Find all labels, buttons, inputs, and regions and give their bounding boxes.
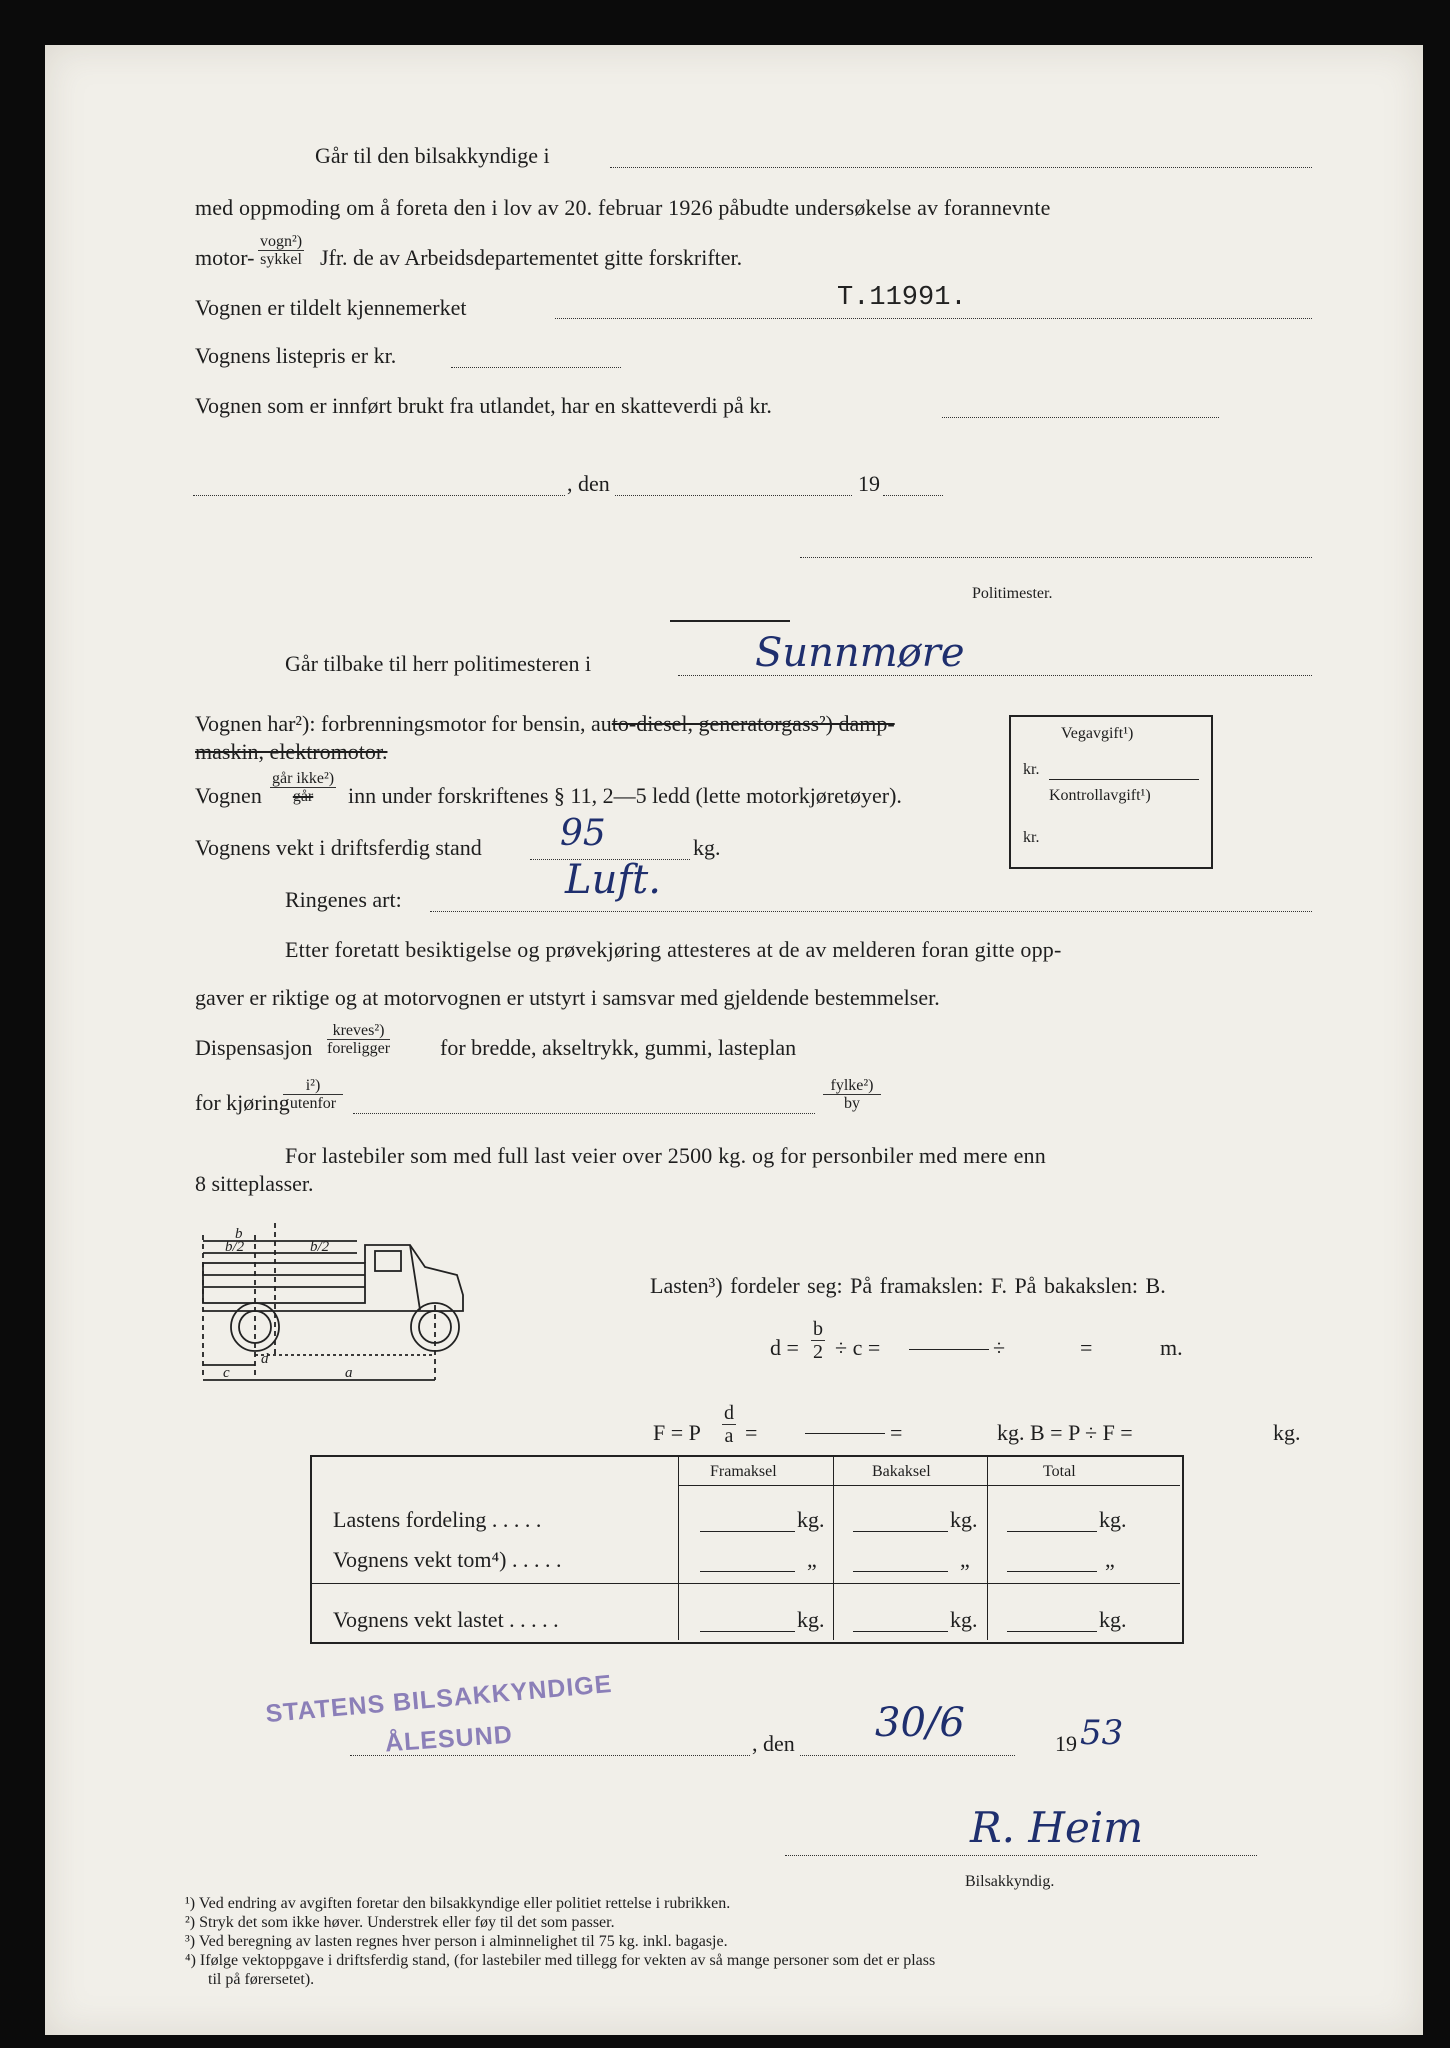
b-over-2: $\frac{b}{2}$ [813,1318,823,1363]
cell-field[interactable] [1007,1531,1097,1532]
footnote-2: ²) Stryk det som ikke høver. Understrek eller føy til det som passer. [185,1914,615,1931]
section-divider [670,620,790,622]
cell-field[interactable] [700,1631,795,1632]
unit: „ [807,1547,817,1572]
vegavgift-kr: kr. [1023,761,1040,778]
unit: „ [1105,1547,1115,1572]
official-stamp-line-2: ÅLESUND [384,1720,514,1758]
year-handwriting: 53 [1080,1713,1124,1753]
f-field[interactable] [805,1433,885,1434]
diagram-label-c: c [223,1365,230,1381]
diagram-label-b2-left: b/2 [225,1239,245,1255]
bilsakkyndig-signature-field[interactable] [785,1855,1257,1856]
row-label-vekt-tom: Vognens vekt tom⁴) . . . . . [333,1547,562,1572]
listepris-field[interactable] [451,367,621,368]
equals-sign: = [1080,1335,1093,1360]
footnote-4: ⁴) Ifølge vektoppgave i driftsferdig stand, (for lastebiler med tillegg for vekten av så mange personer som det er plass [185,1952,936,1969]
politimester-label: Politimester. [972,585,1053,602]
dispensasjon-fraction: kreves²) foreligger [327,1022,391,1057]
i-utenfor-fraction: i²) utenfor [283,1077,343,1112]
kjoring-label: for kjøring [195,1090,290,1115]
header-total: Total [1043,1463,1076,1480]
d-field-1[interactable] [909,1349,989,1350]
dispensasjon-label: Dispensasjon [195,1035,313,1060]
motor-prefix: motor- [195,245,255,270]
meter-unit: m. [1160,1335,1183,1360]
den-label: , den [567,471,610,496]
forskrift-text: inn under forskriftenes § 11, 2—5 ledd (lette motorkjøretøyer). [348,783,902,808]
official-stamp-line-1: STATENS BILSAKKYNDIGE [264,1669,614,1729]
kg-b-equals: kg. B = P ÷ F = [997,1420,1133,1445]
listepris-label: Vognens listepris er kr. [195,343,397,368]
attest-text-1: Etter foretatt besiktigelse og prøvekjøring attesteres at de av melderen foran gitte opp- [285,937,1062,962]
vognen-label: Vognen [195,783,262,808]
kjoring-field[interactable] [353,1113,815,1114]
skatteverdi-field[interactable] [942,417,1219,418]
politimester-signature-field[interactable] [800,557,1312,558]
footnote-3: ³) Ved beregning av lasten regnes hver person i alminnelighet til 75 kg. inkl. bagasje. [185,1933,728,1950]
sign-den-label: , den [752,1731,795,1756]
cell-field[interactable] [853,1571,948,1572]
row-label-vekt-lastet: Vognens vekt lastet . . . . . [333,1607,559,1632]
motor-type-struck: maskin, elektromotor. [195,739,388,764]
vegavgift-field[interactable] [1049,779,1199,780]
lasten-text: Lasten³) fordeler seg: På framakslen: F. På bakakslen: B. [650,1273,1166,1298]
table-row-divider [312,1583,1180,1584]
footnote-1: ¹) Ved endring av avgiften foretar den bilsakkyndige eller politiet rettelse i rubrikken. [185,1895,731,1912]
cell-field[interactable] [853,1531,948,1532]
minus-sign: ÷ [993,1335,1006,1360]
place-field[interactable] [193,495,565,496]
equals-sign-3: = [890,1420,903,1445]
unit: kg. [950,1607,978,1632]
sign-date-field[interactable] [800,1755,1015,1756]
unit: kg. [1099,1507,1127,1532]
forskrifter-text: Jfr. de av Arbeidsdepartementet gitte forskrifter. [320,245,743,270]
d-over-a: $\frac{d}{a}$ [724,1402,734,1447]
lastebil-text-2: 8 sitteplasser. [195,1171,314,1196]
dispensasjon-text: for bredde, akseltrykk, gummi, lasteplan [440,1035,797,1060]
row-label-lastens: Lastens fordeling . . . . . [333,1507,542,1532]
fee-box [1009,715,1213,869]
kg-end: kg. [1273,1420,1301,1445]
form-sheet [45,45,1423,2035]
diagram-label-b2-right: b/2 [310,1239,330,1255]
diagram-label-d: d [261,1351,269,1367]
ringer-handwriting: Luft. [565,857,661,903]
header-framaksel: Framaksel [710,1463,777,1480]
diagram-label-b: b [235,1226,243,1242]
f-equals-p: F = P [653,1420,701,1445]
place-handwriting: Sunnmøre [755,630,965,676]
kjennemerke-label: Vognen er tildelt kjennemerket [195,295,467,320]
vegavgift-label: Vegavgift¹) [1061,725,1134,742]
bilsakkyndig-label: Bilsakkyndig. [965,1873,1055,1890]
date-handwriting: 30/6 [875,1700,965,1746]
date-field[interactable] [615,495,852,496]
request-text: med oppmoding om å foreta den i lov av 20. februar 1926 påbudte undersøkelse av forannevnte [195,195,1051,220]
signature-handwriting: R. Heim [970,1803,1144,1852]
attest-text-2: gaver er riktige og at motorvognen er utstyrt i samsvar med gjeldende bestemmelser. [195,985,940,1010]
gar-til-label: Går til den bilsakkyndige i [315,143,550,168]
gar-tilbake-label: Går tilbake til herr politimesteren i [285,651,592,676]
table-header-divider [678,1485,1180,1486]
skatteverdi-label: Vognen som er innført brukt fra utlandet, har en skatteverdi på kr. [195,393,772,418]
motor-type-line: Vognen har²): forbrenningsmotor for bensin, auto-diesel, generatorgass²) damp- [195,711,895,736]
vekt-unit: kg. [693,835,721,860]
ringer-field[interactable] [430,911,1312,912]
truck-diagram [195,1215,485,1400]
cell-field[interactable] [853,1631,948,1632]
bilsakkyndige-field[interactable] [610,167,1312,168]
d-equals: d = [770,1335,799,1360]
unit: kg. [797,1507,825,1532]
footnote-4-cont: til på førersetet). [208,1971,315,1988]
cell-field[interactable] [1007,1571,1097,1572]
minus-c-equals: ÷ c = [835,1335,881,1360]
cell-field[interactable] [700,1531,795,1532]
unit: kg. [797,1607,825,1632]
gar-fraction: går ikke²) går [272,770,335,805]
sign-place-field[interactable] [350,1755,750,1756]
kjennemerke-field[interactable] [555,318,1312,319]
equals-sign-2: = [745,1420,758,1445]
lastebil-text-1: For lastebiler som med full last veier over 2500 kg. og for personbiler med mere enn [285,1143,1046,1168]
cell-field[interactable] [700,1571,795,1572]
diagram-label-a: a [345,1365,353,1381]
cell-field[interactable] [1007,1631,1097,1632]
ringer-label: Ringenes art: [285,887,402,912]
unit: kg. [950,1507,978,1532]
vekt-handwriting: 95 [560,813,606,854]
unit: kg. [1099,1607,1127,1632]
year-field[interactable] [883,495,943,496]
motor-type-fraction: vogn²) sykkel [260,233,303,268]
header-bakaksel: Bakaksel [872,1463,931,1480]
unit: „ [960,1547,970,1572]
kontrollavgift-label: Kontrollavgift¹) [1049,787,1151,804]
year-prefix: 19 [858,471,880,496]
fylke-by-fraction: fylke²) by [823,1077,881,1112]
kontrollavgift-kr: kr. [1023,829,1040,846]
kjennemerke-value: T.11991. [837,283,967,313]
sign-year-prefix: 19 [1055,1731,1077,1756]
vekt-label: Vognens vekt i driftsferdig stand [195,835,482,860]
